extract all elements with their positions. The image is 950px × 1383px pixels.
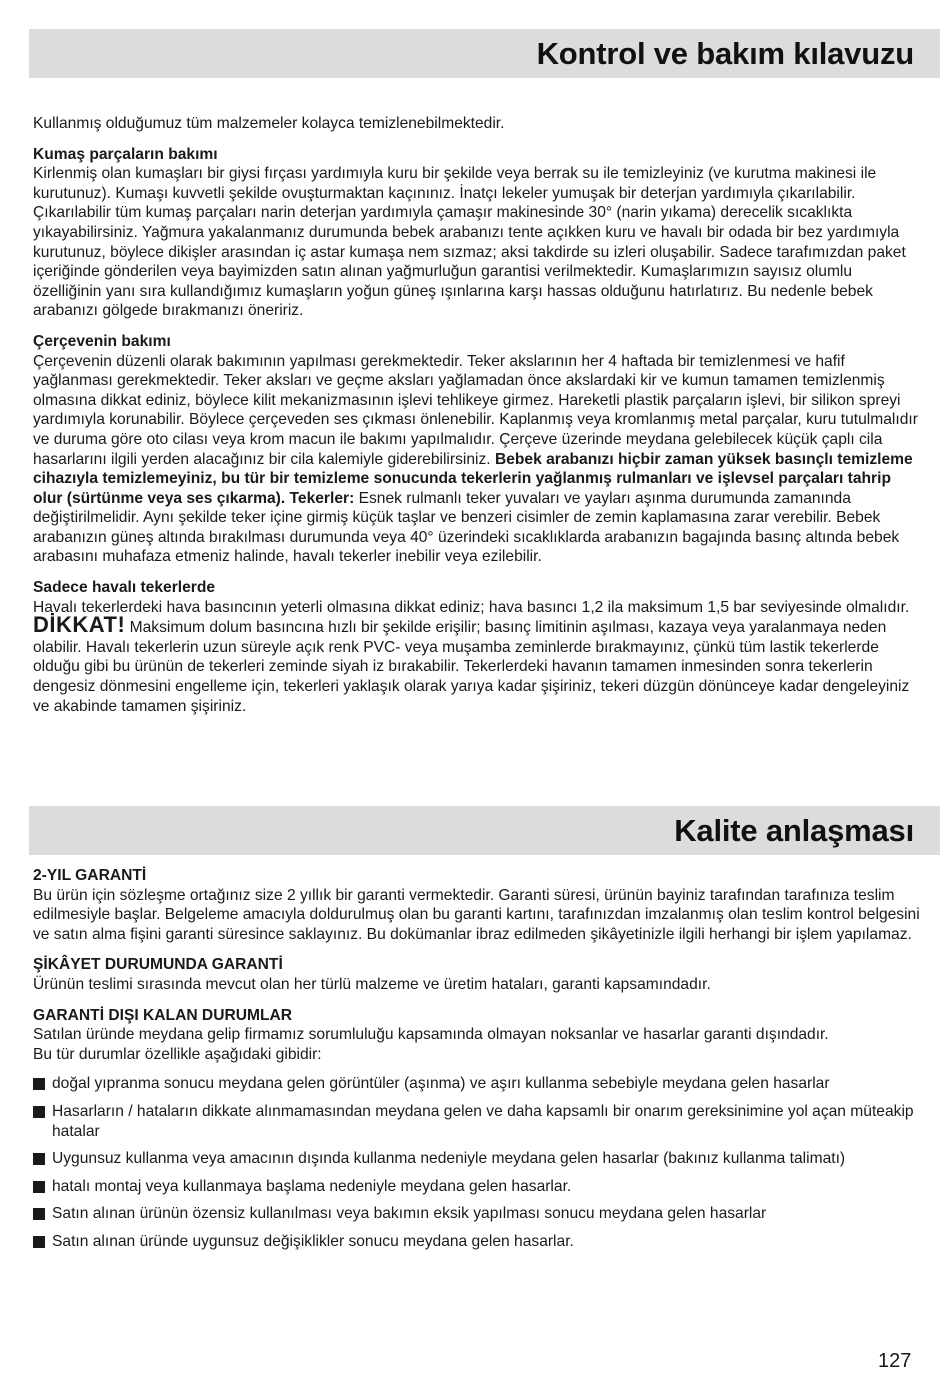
list-item — [33, 1232, 923, 1252]
frame-care-heading: Çerçevenin bakımı — [33, 332, 171, 350]
list-item — [33, 1074, 923, 1094]
quality-title: Kalite anlaşması — [674, 812, 914, 848]
list-item — [33, 1204, 923, 1224]
care-intro: Kullanmış olduğumuz tüm malzemeler kolayca temizlenebilmektedir. — [33, 115, 505, 132]
fabric-care-heading: Kumaş parçaların bakımı — [33, 145, 218, 163]
page-number: 127 — [878, 1350, 912, 1372]
warranty-heading: 2-YIL GARANTİ — [33, 867, 147, 884]
square-bullet-icon — [33, 1208, 45, 1220]
list-item — [33, 1149, 923, 1169]
list-item-text: Satın alınan ürünün özensiz kullanılması veya bakımın eksik yapılması sonucu meydana gelen hasarlar — [52, 1205, 767, 1223]
square-bullet-icon — [33, 1181, 45, 1193]
list-item-text: doğal yıpranma sonucu meydana gelen görüntüler (aşınma) ve aşırı kullanma sebebiyle meydana gelen hasarlar — [52, 1075, 830, 1093]
list-item — [33, 1177, 923, 1197]
frame-care-paragraph — [33, 352, 923, 568]
square-bullet-icon — [33, 1106, 45, 1118]
fabric-care-text: Kirlenmiş olan kumaşları bir giysi fırçası yardımıyla kuru bir şekilde veya berrak su ile temizleyiniz (ve kurutma makinesi ile kurutunuz). Kumaşı kuvvetli şekilde ovuşturmaktan kaçınınız. İnatçı lekeler yumuşak bir deterjan yardımıyla çıkarılabilir. Çıkarılabilir tüm kumaş parçaları narin deterjan yardımıyla çamaşır makinesinde 30° (narin yıkama) derecelik sıcaklıkta yıkayabilirsiniz. Yağmura yakalanmanız durumunda bebek arabanızı tente açıkken kuru ve havalı bir odada bir bez yardımıyla kurutunuz, böylece dikişler arasından iç astar kumaşa nem sızmaz; aksi takdirde su izleri oluşabilir. Sadece tarafımızdan paket içeriğinde gönderilen veya bayimizden satın alınan yağmurluğun garantisi verilmektedir. Kumaşlarımızın sayısız olumlu özelliğinin yanı sıra kullandığımız kumaşların yoğun güneş ışınlarına karşı hassas olduğunu hatırlatırız. Bu nedenle bebek arabanızı gölgede bırakmanızı öneririz. — [33, 165, 906, 320]
air-tyres-heading: Sadece havalı tekerlerde — [33, 579, 216, 597]
warranty-text: Bu ürün için sözleşme ortağınız size 2 yıllık bir garanti vermektedir. Garanti süresi, ürünün bayiniz tarafından tarafınıza teslim edilmesiyle başlar. Belgeleme amacıyla doldurulmuş olan bu garanti kartını, tarafınızdan imzalanmış olan teslim kontrol belgesini ve satın alma fişini garanti süresince saklayınız. Bu dokümanlar ibraz edilmeden şikâyetinizle ilgili herhangi bir işlem yapılamaz. — [33, 886, 920, 943]
square-bullet-icon — [33, 1236, 45, 1248]
complaint-heading: ŞİKÂYET DURUMUNDA GARANTİ — [33, 956, 283, 974]
complaint-text: Ürünün teslimi sırasında mevcut olan her türlü malzeme ve üretim hataları, garanti kapsamındadır. — [33, 975, 711, 993]
square-bullet-icon — [33, 1153, 45, 1165]
warning-paragraph — [33, 612, 923, 716]
warning-label: DİKKAT! — [33, 612, 126, 638]
square-bullet-icon — [33, 1078, 45, 1090]
quality-section — [33, 866, 923, 1260]
list-item-text: Hasarların / hataların dikkate alınmamasından meydana gelen ve daha kapsamlı bir onarım gereksinimine yol açan müteakip hatalar — [52, 1102, 914, 1140]
frame-care-wheels-text: Esnek rulmanlı teker yuvaları ve yayları aşınma durumunda zamanında değiştirilmelidir. Aynı şekilde teker içine girmiş küçük taşlar ve benzeri cisimler de zemin kaplamasına zarar verebilir. Bebek arabanızın güneş altında bırakılması durumunda veya 40° üzerindeki sıcaklıklarda arabanızın bagajında basınç altında bebek arabasını muhafaza etmeniz halinde, havalı tekerler inebilir veya ezilebilir. — [33, 489, 900, 566]
air-tyres-text: Havalı tekerlerdeki hava basıncının yeterli olmasına dikkat ediniz; hava basıncı 1,2 ila maksimum 1,5 bar seviyesinde olmalıdır. — [33, 598, 910, 616]
excluded-intro: Bu tür durumlar özellikle aşağıdaki gibidir: — [33, 1045, 322, 1063]
care-title-banner — [29, 29, 940, 78]
list-item-text: hatalı montaj veya kullanmaya başlama nedeniyle meydana gelen hasarlar. — [52, 1177, 572, 1195]
care-title: Kontrol ve bakım kılavuzu — [536, 35, 914, 71]
excluded-heading: GARANTİ DIŞI KALAN DURUMLAR — [33, 1006, 293, 1024]
list-item-text: Uygunsuz kullanma veya amacının dışında kullanma nedeniyle meydana gelen hasarlar (bakınız kullanma talimatı) — [52, 1150, 846, 1168]
excluded-list — [33, 1074, 923, 1251]
frame-care-text: Çerçevenin düzenli olarak bakımının yapılması gerekmektedir. Teker akslarının her 4 haftada bir temizlenmesi ve hafif yağlanması gerekmektedir. Teker aksları ve geçme aksları yağlamadan önce akslardaki kir ve kumun tamamen temizlenmiş olmasına dikkat ediniz, böylece kilit mekanizmasının işlevi tehlikeye girmez. Hareketli plastik parçaların işlevi, bir silikon spreyi yardımıyla korunabilir. Böylece çerçeveden ses çıkması önlenebilir. Kaplanmış veya kromlanmış metal parçalar, kuru tutulmalıdır ve duruma göre oto cilası veya krom macun ile bakımı yapılmalıdır. Çerçeve üzerinde meydana gelebilecek küçük çaplı cila hasarlarını ilgili yerden alacağınız bir cila kalemiyle giderebilirsiniz. — [33, 352, 918, 468]
excluded-text: Satılan üründe meydana gelip firmamız sorumluluğu kapsamında olmayan noksanlar ve hasarlar garanti dışındadır. — [33, 1026, 829, 1044]
list-item-text: Satın alınan üründe uygunsuz değişiklikler sonucu meydana gelen hasarlar. — [52, 1232, 574, 1250]
list-item — [33, 1102, 923, 1141]
warning-text: Maksimum dolum basıncına hızlı bir şekilde erişilir; basınç limitinin aşılması, kazaya veya yaralanmaya neden olabilir. Havalı tekerlerin uzun süreyle açık renk PVC- veya muşamba zeminlerde bırakmayınız, çünkü tüm lastik tekerlerde olduğu gibi bu ürünün de tekerleri zeminde siyah iz bırakabilir. Tekerlerdeki havanın tamamen inmesinden sonra tekerlerin dengesiz dönmesini engelleme için, tekerleri yaklaşık olarak yarıya kadar şişiriniz, tekeri düzgün dönünceye kadar dengeleyiniz ve akabinde tamamen şişiriniz. — [33, 619, 910, 715]
quality-title-banner — [29, 806, 940, 855]
care-section — [33, 114, 923, 716]
frame-care-warning: Bebek arabanızı hiçbir zaman yüksek basınçlı temizleme cihazıyla temizlemeyiniz, bu tür bir temizleme sonucunda tekerlerin yağlanmış rulmanları ve işlevsel parçaları tahrip olur (sürtünme veya ses çıkarma). Tekerler: — [33, 450, 913, 507]
